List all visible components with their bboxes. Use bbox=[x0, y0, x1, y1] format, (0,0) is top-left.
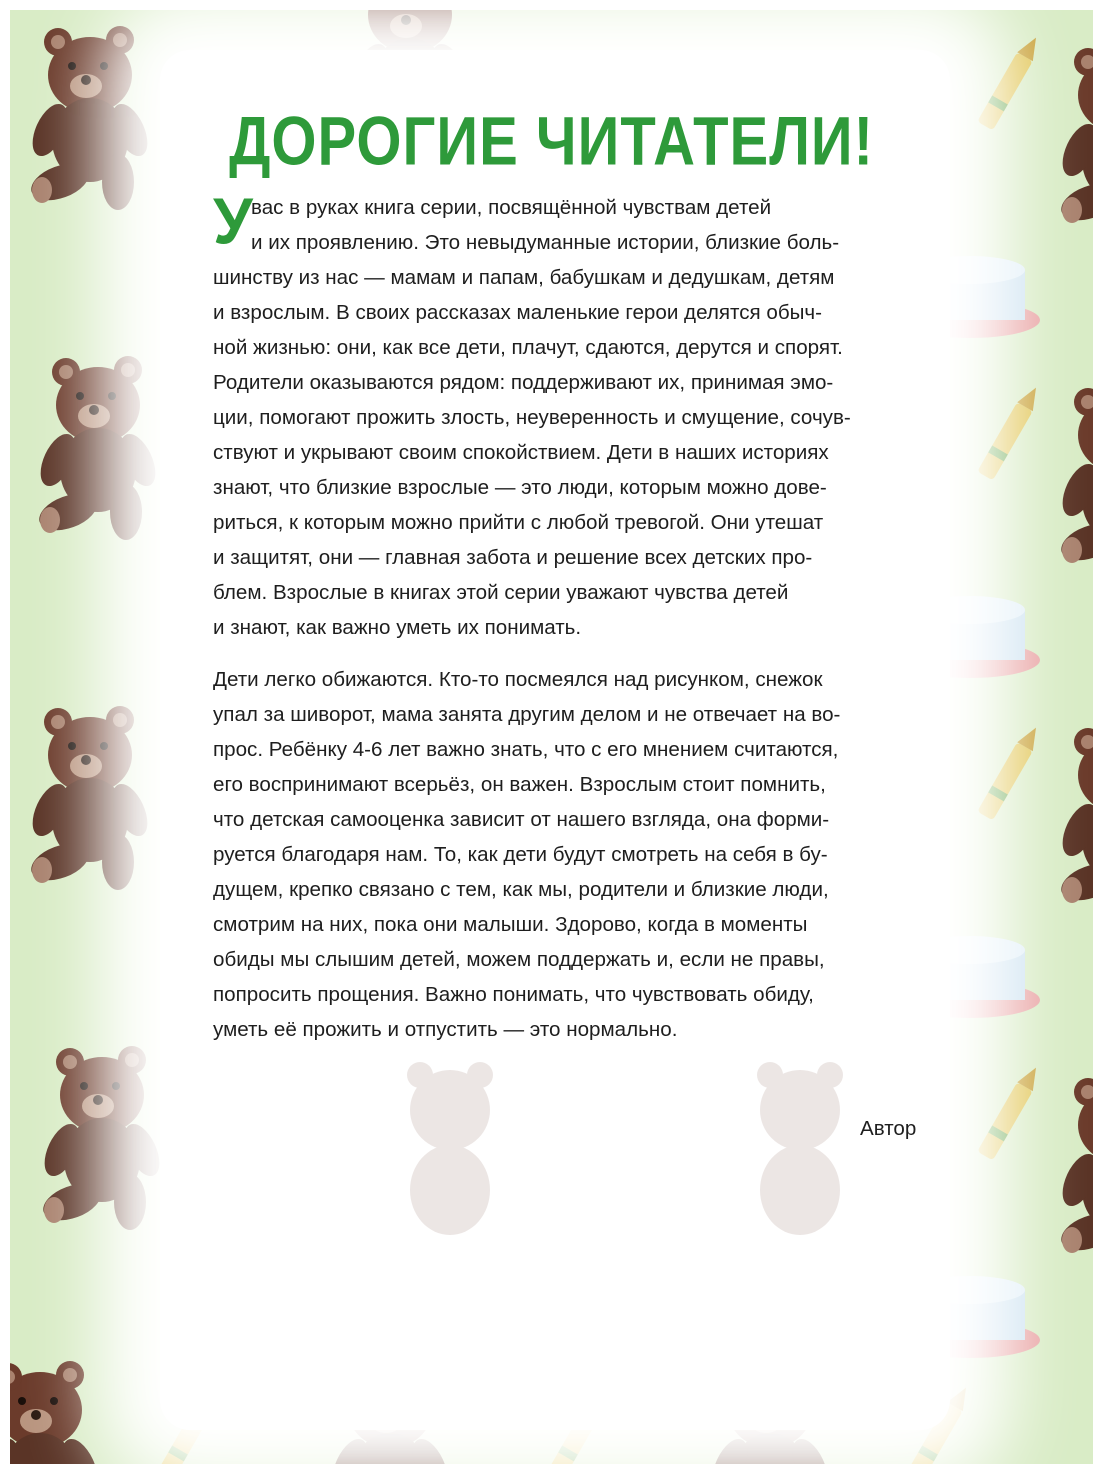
teddy-bear-icon bbox=[1055, 726, 1093, 910]
page-title: ДОРОГИЕ ЧИТАТЕЛИ! bbox=[229, 103, 874, 180]
text-line: знают, что близкие взрослые — это люди, которым можно дове- bbox=[213, 476, 827, 499]
text-line: вас в руках книга серии, посвящённой чувствам детей bbox=[251, 196, 772, 219]
text-line: обиды мы слышим детей, можем поддержать и, если не правы, bbox=[213, 948, 825, 971]
teddy-bear-icon bbox=[37, 1046, 166, 1230]
text-line: его воспринимают всерьёз, он важен. Взрослым стоит помнить, bbox=[213, 773, 826, 796]
text-line: Дети легко обижаются. Кто-то посмеялся над рисунком, снежок bbox=[213, 668, 823, 691]
text-line: что детская самооценка зависит от нашего взгляда, она форми- bbox=[213, 808, 830, 831]
text-line: риться, к которым можно прийти с любой тревогой. Они утешат bbox=[213, 511, 824, 534]
paragraph-2 bbox=[213, 662, 913, 1047]
paragraph-1 bbox=[213, 190, 913, 645]
text-line: прос. Ребёнку 4-6 лет важно знать, что с его мнением считаются, bbox=[213, 738, 839, 761]
faint-bears-watermark bbox=[370, 1030, 1070, 1250]
teddy-bear-icon bbox=[1055, 386, 1093, 570]
text-line: ции, помогают прожить злость, неуверенность и смущение, сочув- bbox=[213, 406, 851, 429]
teddy-bear-icon bbox=[10, 1361, 105, 1464]
teddy-bear-icon bbox=[25, 706, 154, 890]
text-line: Родители оказываются рядом: поддерживают их, принимая эмо- bbox=[213, 371, 834, 394]
signature: Автор bbox=[860, 1117, 917, 1140]
text-line: смотрим на них, пока они малыши. Здорово, когда в моменты bbox=[213, 913, 808, 936]
text-line: и взрослым. В своих рассказах маленькие герои делятся обыч- bbox=[213, 301, 823, 324]
text-line: блем. Взрослые в книгах этой серии уважают чувства детей bbox=[213, 581, 789, 604]
drop-cap: У bbox=[213, 184, 253, 258]
text-line: руется благодаря нам. То, как дети будут смотреть на себя в бу- bbox=[213, 843, 828, 866]
text-line: ствуют и укрывают своим спокойствием. Дети в наших историях bbox=[213, 441, 829, 464]
crayon-icon bbox=[977, 383, 1044, 480]
text-line: дущем, крепко связано с тем, как мы, родители и близкие люди, bbox=[213, 878, 829, 901]
text-line: упал за шиворот, мама занята другим делом и не отвечает на во- bbox=[213, 703, 841, 726]
crayon-icon bbox=[977, 723, 1044, 820]
text-line: и защитят, они — главная забота и решение всех детских про- bbox=[213, 546, 813, 569]
text-line: попросить прощения. Важно понимать, что чувствовать обиду, bbox=[213, 983, 814, 1006]
text-line: шинству из нас — мамам и папам, бабушкам и дедушкам, детям bbox=[213, 266, 835, 289]
text-line: ной жизнью: они, как все дети, плачут, сдаются, дерутся и спорят. bbox=[213, 336, 843, 359]
text-line: уметь её прожить и отпустить — это нормально. bbox=[213, 1018, 678, 1041]
text-line: и их проявлению. Это невыдуманные истории, близкие боль- bbox=[251, 231, 840, 254]
teddy-bear-icon bbox=[33, 356, 162, 540]
text-line: и знают, как важно уметь их понимать. bbox=[213, 616, 582, 639]
